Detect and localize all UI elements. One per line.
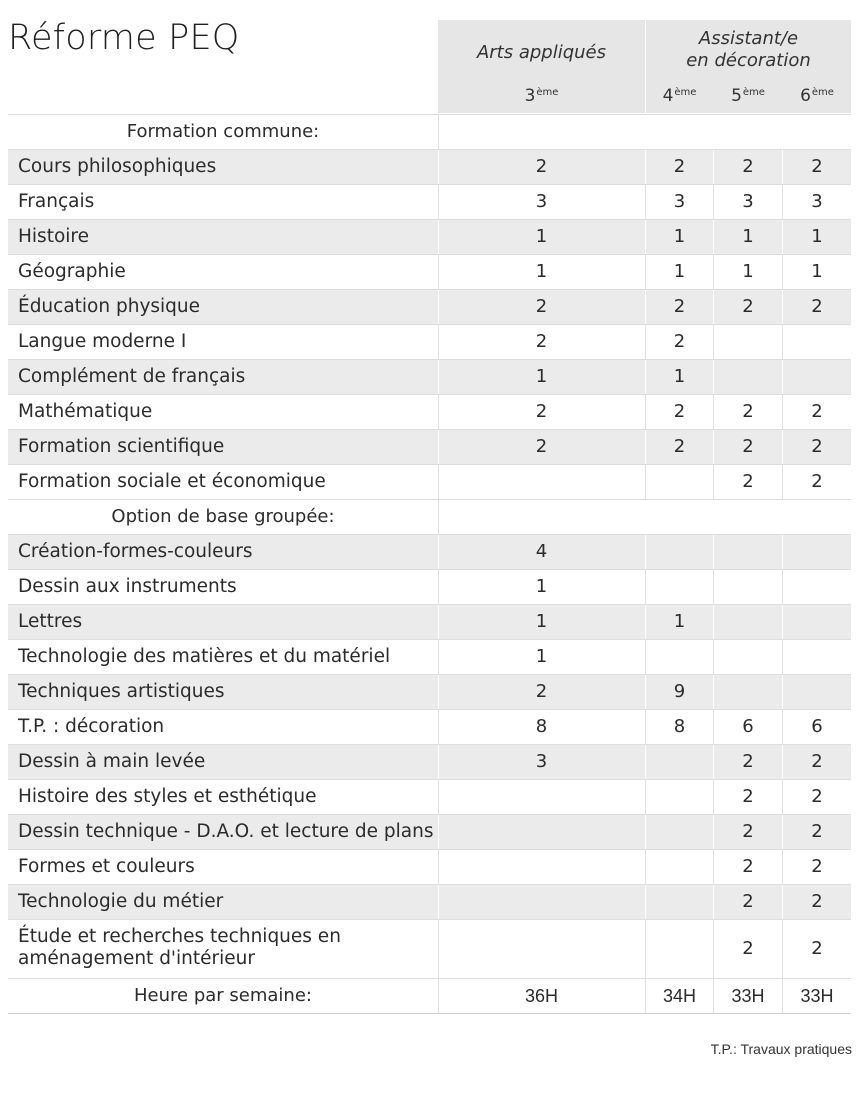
footnote: T.P.: Travaux pratiques xyxy=(710,1041,852,1057)
course-name: Étude et recherches techniques en aménagement d'intérieur xyxy=(18,926,341,969)
hours-cell-year-4 xyxy=(646,780,713,814)
hours-cell-year-5: 2 xyxy=(742,938,754,959)
hours-cell-year-3: 3 xyxy=(535,751,548,772)
hours-cell-year-6 xyxy=(783,325,851,359)
course-name: Français xyxy=(18,191,95,212)
hours-cell-year-4: 1 xyxy=(673,226,686,247)
hours-cell-year-3: 1 xyxy=(535,646,548,667)
hours-cell-year-5: 2 xyxy=(742,296,754,317)
course-name: Technologie du métier xyxy=(18,891,224,912)
course-name: Histoire xyxy=(18,226,89,247)
hours-cell-year-5 xyxy=(714,675,782,709)
hours-cell-year-6: 2 xyxy=(811,938,823,959)
hours-cell-year-4 xyxy=(646,745,713,779)
hours-cell-year-3 xyxy=(438,815,645,849)
course-name: Histoire des styles et esthétique xyxy=(18,786,317,807)
hours-cell-year-4: 2 xyxy=(673,296,686,317)
hours-cell-year-6 xyxy=(783,570,851,604)
hours-cell-year-4: 9 xyxy=(673,681,686,702)
hours-cell-year-3 xyxy=(438,885,645,919)
hours-cell-year-4: 34H xyxy=(662,986,697,1006)
table-row xyxy=(8,429,851,464)
table-row xyxy=(8,289,851,324)
hours-cell-year-4 xyxy=(646,885,713,919)
hours-cell-year-4: 1 xyxy=(673,611,686,632)
hours-cell-year-4 xyxy=(646,535,713,569)
hours-cell-year-3: 1 xyxy=(535,226,548,247)
hours-cell-year-5: 2 xyxy=(742,821,754,842)
hours-cell-year-6: 2 xyxy=(811,296,823,317)
hours-cell-year-4 xyxy=(646,570,713,604)
course-name: Dessin technique - D.A.O. et lecture de plans xyxy=(18,821,434,842)
course-name: Géographie xyxy=(18,261,126,282)
hours-cell-year-5 xyxy=(714,535,782,569)
hours-cell-year-3: 2 xyxy=(535,156,548,177)
course-name: Formation scientifique xyxy=(18,436,225,457)
hours-cell-year-5: 2 xyxy=(742,891,754,912)
table-row xyxy=(8,149,851,184)
table-row xyxy=(8,534,851,569)
hours-cell-year-5: 33H xyxy=(731,986,765,1006)
hours-cell-year-5 xyxy=(714,360,782,394)
table-row xyxy=(8,184,851,219)
hours-cell-year-6 xyxy=(783,605,851,639)
hours-cell-year-3: 2 xyxy=(535,296,548,317)
hours-cell-year-4: 1 xyxy=(673,261,686,282)
course-name: Lettres xyxy=(18,611,83,632)
hours-cell-year-4: 2 xyxy=(673,401,686,422)
course-name: Dessin aux instruments xyxy=(18,576,237,597)
year-header-6: 6ème xyxy=(800,86,834,106)
hours-cell-year-5: 3 xyxy=(742,191,754,212)
hours-cell-year-6: 2 xyxy=(811,436,823,457)
table-row xyxy=(8,639,851,674)
year-header-3: 3ème xyxy=(524,86,559,106)
hours-cell-year-5: 2 xyxy=(742,751,754,772)
table-row xyxy=(8,884,851,919)
page-title: Réforme PEQ xyxy=(8,18,240,58)
hours-cell-year-4 xyxy=(646,920,713,978)
hours-cell-year-4: 2 xyxy=(673,156,686,177)
table-row xyxy=(8,219,851,254)
hours-cell-year-3 xyxy=(438,850,645,884)
section-heading: Formation commune: xyxy=(126,121,320,142)
course-name: Cours philosophiques xyxy=(18,156,217,177)
total-row xyxy=(8,978,851,1013)
group-label-assistant-line1: Assistant/e xyxy=(698,28,799,49)
hours-cell-year-3: 3 xyxy=(535,191,548,212)
hours-cell-year-3: 1 xyxy=(535,576,548,597)
hours-cell-year-3: 8 xyxy=(535,716,548,737)
hours-cell-year-4 xyxy=(646,850,713,884)
table-row xyxy=(8,709,851,744)
group-label-arts-appliques: Arts appliqués xyxy=(476,42,607,63)
hours-cell-year-6: 2 xyxy=(811,891,823,912)
table-bottom-rule xyxy=(8,1013,851,1014)
table-row xyxy=(8,744,851,779)
course-name: Mathématique xyxy=(18,401,153,422)
hours-cell-year-5 xyxy=(714,325,782,359)
hours-cell-year-4: 2 xyxy=(673,331,686,352)
course-name: Éducation physique xyxy=(18,296,201,317)
table-row xyxy=(8,394,851,429)
hours-cell-year-6 xyxy=(783,360,851,394)
hours-cell-year-4: 1 xyxy=(673,366,686,387)
course-name: Formes et couleurs xyxy=(18,856,195,877)
hours-cell-year-3: 36H xyxy=(524,986,559,1006)
table-row xyxy=(8,569,851,604)
hours-cell-year-4: 3 xyxy=(673,191,686,212)
hours-cell-year-6: 2 xyxy=(811,471,823,492)
course-name: Formation sociale et économique xyxy=(18,471,326,492)
hours-cell-year-6 xyxy=(783,640,851,674)
hours-cell-year-5 xyxy=(714,605,782,639)
hours-cell-year-5: 1 xyxy=(742,261,754,282)
hours-cell-year-5 xyxy=(714,570,782,604)
hours-cell-year-3: 2 xyxy=(535,436,548,457)
hours-cell-year-6: 2 xyxy=(811,786,823,807)
hours-cell-year-6: 2 xyxy=(811,751,823,772)
hours-cell-year-5: 2 xyxy=(742,856,754,877)
table-row xyxy=(8,814,851,849)
hours-cell-year-6: 2 xyxy=(811,156,823,177)
hours-cell-year-4: 2 xyxy=(673,436,686,457)
section-row xyxy=(8,499,851,534)
course-name: Complément de français xyxy=(18,366,246,387)
hours-cell-year-6: 3 xyxy=(811,191,823,212)
hours-cell-year-3: 2 xyxy=(535,401,548,422)
hours-cell-year-5: 1 xyxy=(742,226,754,247)
hours-cell-year-3: 4 xyxy=(535,541,548,562)
hours-cell-year-6 xyxy=(783,535,851,569)
hours-cell-year-6: 2 xyxy=(811,401,823,422)
hours-cell-year-5: 2 xyxy=(742,436,754,457)
hours-cell-year-3: 1 xyxy=(535,261,548,282)
hours-cell-year-3: 2 xyxy=(535,681,548,702)
group-label-assistant-line2: en décoration xyxy=(686,50,811,71)
hours-cell-year-6: 6 xyxy=(811,716,823,737)
column-divider xyxy=(438,115,439,149)
column-divider xyxy=(438,500,439,534)
section-row xyxy=(8,114,851,149)
hours-cell-year-3 xyxy=(438,780,645,814)
hours-cell-year-3: 1 xyxy=(535,611,548,632)
table-row xyxy=(8,674,851,709)
hours-cell-year-6: 1 xyxy=(811,226,823,247)
hours-cell-year-4 xyxy=(646,465,713,499)
table-row xyxy=(8,779,851,814)
table-row xyxy=(8,254,851,289)
year-header-5: 5ème xyxy=(731,86,765,106)
course-name: Dessin à main levée xyxy=(18,751,206,772)
hours-cell-year-5: 2 xyxy=(742,786,754,807)
hours-cell-year-5 xyxy=(714,640,782,674)
hours-cell-year-6: 33H xyxy=(800,986,834,1006)
hours-cell-year-3 xyxy=(438,465,645,499)
table-row xyxy=(8,604,851,639)
hours-cell-year-6: 1 xyxy=(811,261,823,282)
table-row xyxy=(8,464,851,499)
hours-cell-year-4 xyxy=(646,640,713,674)
course-name: T.P. : décoration xyxy=(18,716,165,737)
table-row xyxy=(8,849,851,884)
hours-cell-year-3 xyxy=(438,920,645,978)
hours-cell-year-6 xyxy=(783,675,851,709)
hours-cell-year-5: 6 xyxy=(742,716,754,737)
section-heading: Option de base groupée: xyxy=(111,506,335,527)
hours-cell-year-3: 2 xyxy=(535,331,548,352)
course-name: Création-formes-couleurs xyxy=(18,541,253,562)
table-row xyxy=(8,324,851,359)
course-name: Techniques artistiques xyxy=(18,681,225,702)
course-name: Technologie des matières et du matériel xyxy=(18,646,391,667)
year-header-4: 4ème xyxy=(662,86,697,106)
hours-cell-year-3: 1 xyxy=(535,366,548,387)
hours-cell-year-5: 2 xyxy=(742,401,754,422)
hours-cell-year-6: 2 xyxy=(811,821,823,842)
table-row xyxy=(8,359,851,394)
hours-cell-year-6: 2 xyxy=(811,856,823,877)
hours-cell-year-5: 2 xyxy=(742,471,754,492)
course-name: Langue moderne I xyxy=(18,331,187,352)
hours-cell-year-4 xyxy=(646,815,713,849)
hours-cell-year-5: 2 xyxy=(742,156,754,177)
total-label: Heure par semaine: xyxy=(134,985,312,1006)
hours-cell-year-4: 8 xyxy=(673,716,686,737)
table-row xyxy=(8,919,851,978)
